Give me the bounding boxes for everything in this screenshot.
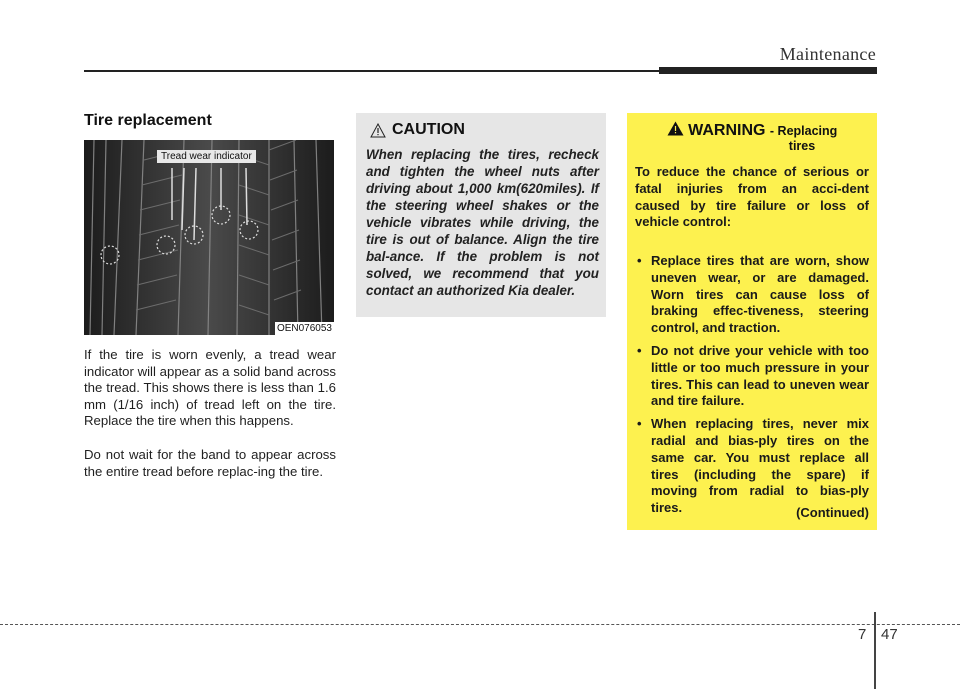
warning-header (627, 121, 877, 153)
footer-divider (874, 612, 876, 689)
tire-figure (84, 140, 334, 340)
figure-code: OEN076053 (276, 323, 332, 334)
chapter-number: 7 (858, 626, 867, 643)
tire-tread-illustration (84, 140, 334, 335)
warning-subtitle-b: tires (788, 139, 816, 153)
caution-box (356, 113, 606, 317)
warning-list-item (635, 416, 869, 517)
warning-box (627, 113, 877, 530)
page-number: 47 (881, 626, 898, 643)
warning-intro: To reduce the chance of serious or fatal injuries from an acci-dent caused by tire failure or loss of vehicle control: (635, 164, 869, 230)
footer-rule (0, 624, 960, 625)
warning-list-item (635, 343, 869, 410)
caution-header (370, 121, 465, 139)
body-paragraph-2: Do not wait for the band to appear across the entire tread before replac-ing the tire. (84, 447, 336, 479)
bullet-icon: • (637, 416, 642, 432)
body-paragraph-1: If the tire is worn evenly, a tread wear indicator will appear as a solid band across the tread. This shows there is less than 1.6 mm (1/16 inch) of tread left on the tire. Replace the tire when this happens. (84, 347, 336, 428)
caution-text: When replacing the tires, recheck and tighten the wheel nuts after driving about 1,000 km(620miles). If the steering wheel shakes or the vehicle vibrates while driving, the tire is out of balance. Align the tire bal-ance. If the problem is not solved, we recommend that you contact an authorized Kia dealer. (366, 147, 599, 298)
header-section-title: Maintenance (779, 44, 876, 64)
bullet-icon: • (637, 253, 642, 268)
header-rule (84, 70, 659, 72)
warning-item-text: Do not drive your vehicle with too little or too much pressure in your tires. This can lead to uneven wear and tire failure. (651, 342, 869, 409)
header-bar (659, 67, 877, 74)
warning-triangle-icon (667, 121, 684, 136)
warning-item-text: Replace tires that are worn, show uneven wear, or are damaged. Worn tires can cause loss of braking effec-tiveness, steering control, and traction. (651, 253, 869, 336)
bullet-icon: • (637, 342, 642, 358)
warning-list-item (635, 253, 869, 337)
tire-photo (84, 140, 334, 335)
warning-title: WARNING (688, 122, 766, 139)
tread-wear-indicator-label: Tread wear indicator (157, 150, 256, 163)
warning-continued: (Continued) (796, 505, 869, 520)
warning-item-text: When replacing tires, never mix radial and bias-ply tires on the same car. You must replace all tires (including the spare) if moving from radial to bias-ply tires. (651, 416, 869, 516)
caution-title: CAUTION (392, 121, 465, 138)
warning-subtitle-a: - Replacing (769, 124, 838, 138)
warning-list (635, 253, 869, 523)
warning-triangle-icon (370, 123, 386, 138)
section-title: Tire replacement (84, 112, 212, 129)
